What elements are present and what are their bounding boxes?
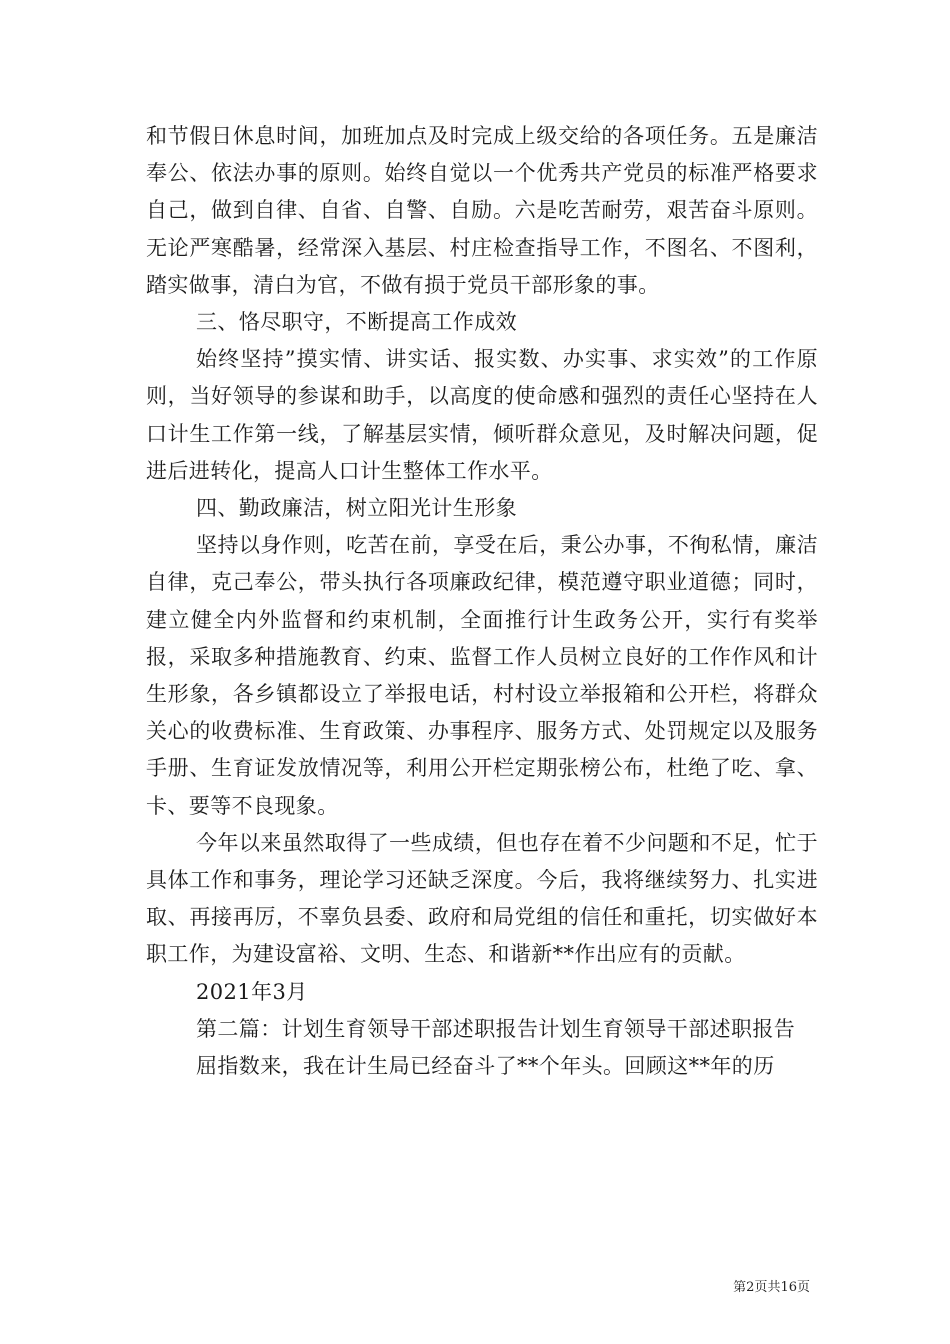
paragraph: 始终坚持”摸实情、讲实话、报实数、办实事、求实效”的工作原则，当好领导的参谋和助手，以高度的使命感和强烈的责任心坚持在人口计生工作第一线，了解基层实情，倾听群众意见，及时解决问题，促进后进转化，提高人口计生整体工作水平。 — [146, 347, 818, 483]
paragraph: 坚持以身作则，吃苦在前，享受在后，秉公办事，不徇私情，廉洁自律，克己奉公，带头执行各项廉政纪律，模范遵守职业道德；同时，建立健全内外监督和约束机制，全面推行计生政务公开，实行有奖举报，采取多种措施教育、约束、监督工作人员树立良好的工作作风和计生形象，各乡镇都设立了举报电话，村村设立举报箱和公开栏，将群众关心的收费标准、生育政策、办事程序、服务方式、处罚规定以及服务手册、生育证发放情况等，利用公开栏定期张榜公布，杜绝了吃、拿、卡、要等不良现象。 — [146, 533, 818, 818]
chapter-title: 第二篇：计划生育领导干部述职报告计划生育领导干部述职报告 — [196, 1016, 796, 1041]
section-heading-3: 三、恪尽职守，不断提高工作成效 — [196, 310, 517, 335]
section-heading-4: 四、勤政廉洁，树立阳光计生形象 — [196, 496, 517, 521]
date-line: 2021年3月 — [196, 979, 308, 1004]
paragraph: 今年以来虽然取得了一些成绩，但也存在着不少问题和不足，忙于具体工作和事务，理论学习还缺乏深度。今后，我将继续努力、扎实进取、再接再厉，不辜负县委、政府和局党组的信任和重托，切实做好本职工作，为建设富裕、文明、生态、和谐新**作出应有的贡献。 — [146, 830, 818, 967]
document-body — [146, 118, 818, 1085]
paragraph: 屈指数来，我在计生局已经奋斗了**个年头。回顾这**年的历 — [196, 1054, 775, 1079]
page-number: 第2页共16页 — [733, 1280, 810, 1295]
paragraph-continuation: 和节假日休息时间，加班加点及时完成上级交给的各项任务。五是廉洁奉公、依法办事的原则。始终自觉以一个优秀共产党员的标准严格要求自己，做到自律、自省、自警、自励。六是吃苦耐劳，艰苦奋斗原则。无论严寒酷暑，经常深入基层、村庄检查指导工作，不图名、不图利，踏实做事，清白为官，不做有损于党员干部形象的事。 — [146, 124, 818, 297]
